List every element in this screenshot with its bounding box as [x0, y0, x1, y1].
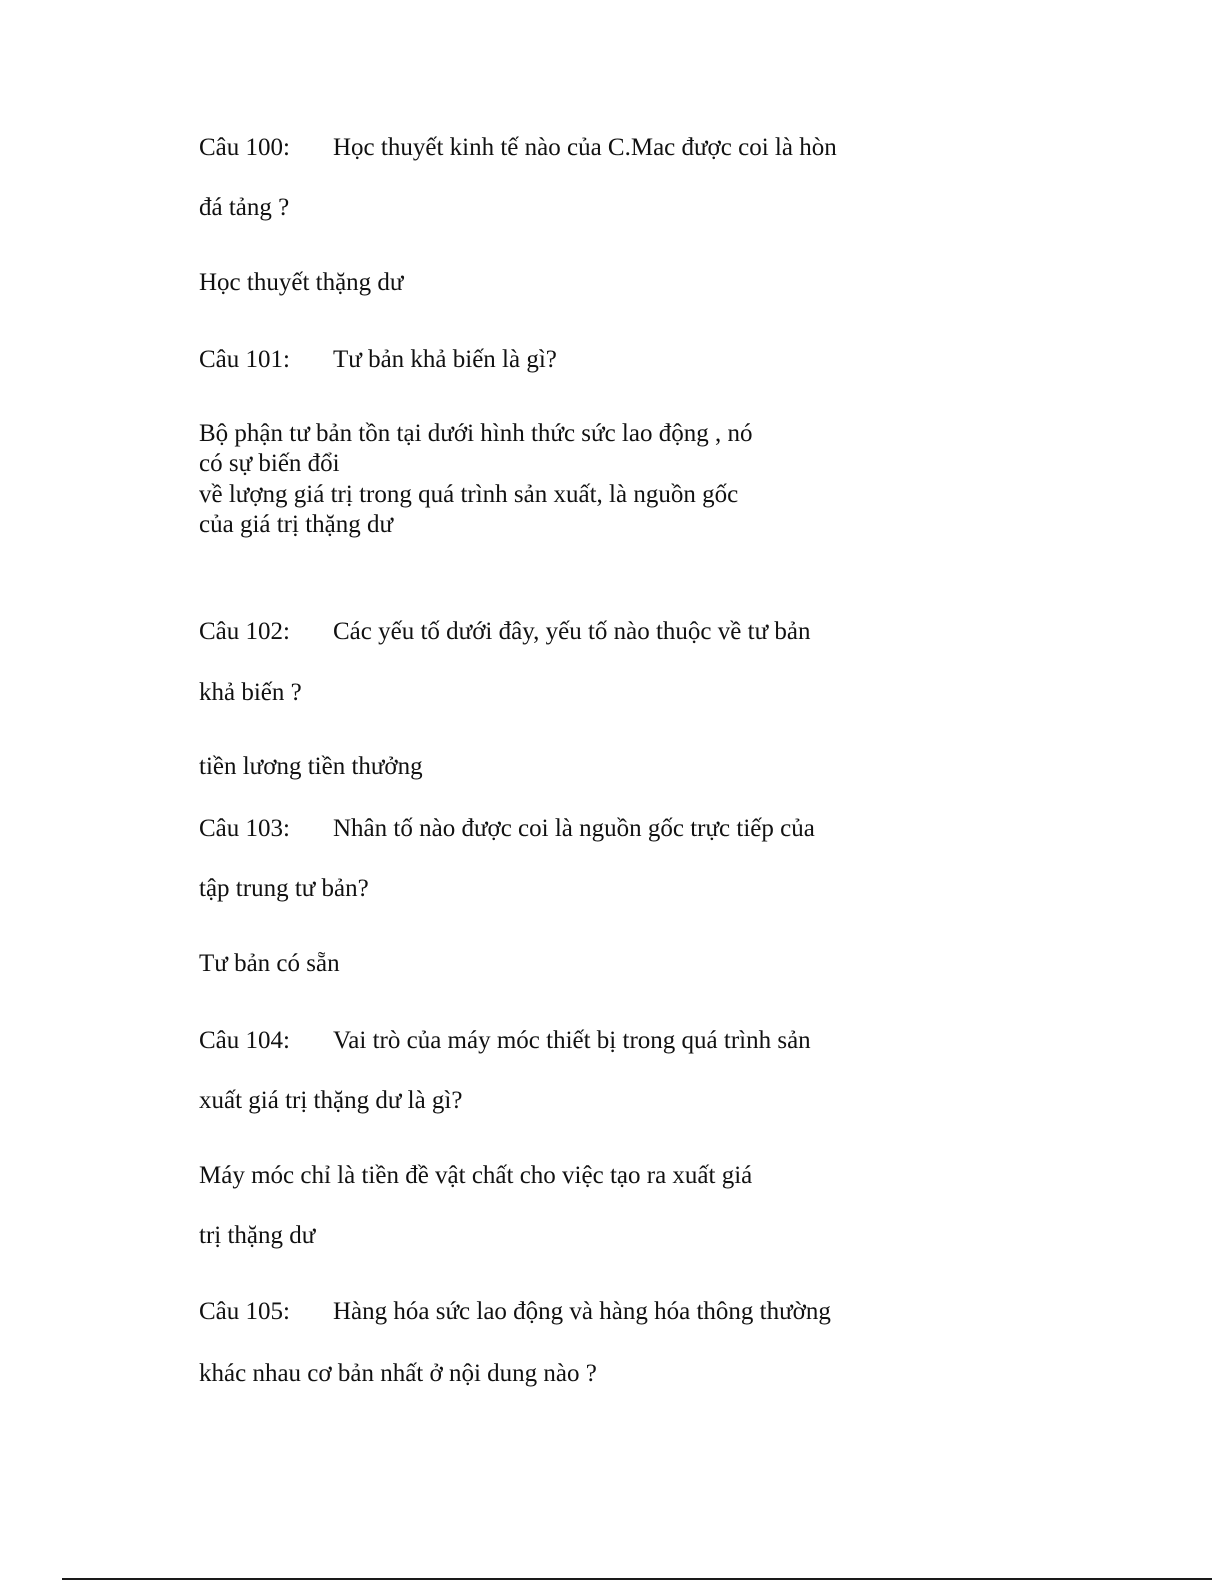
question-100-text: Học thuyết kinh tế nào của C.Mac được coi là hòn	[333, 134, 837, 161]
question-105-line1	[199, 1297, 831, 1327]
question-100-number: Câu 100:	[199, 134, 290, 161]
answer-104-line1: Máy móc chỉ là tiền đề vật chất cho việc tạo ra xuất giá	[199, 1162, 753, 1189]
page-bottom-rule	[62, 1578, 1212, 1580]
question-102-text: Các yếu tố dưới đây, yếu tố nào thuộc về tư bản	[333, 618, 811, 645]
question-103-number: Câu 103:	[199, 815, 290, 842]
question-100-line1	[199, 133, 837, 163]
question-102-number: Câu 102:	[199, 618, 290, 645]
question-103-line2: tập trung tư bản?	[199, 875, 369, 902]
question-104-line1	[199, 1026, 811, 1056]
question-105-text: Hàng hóa sức lao động và hàng hóa thông thường	[333, 1298, 831, 1325]
answer-101-line3: về lượng giá trị trong quá trình sản xuất, là nguồn gốc	[199, 481, 739, 508]
answer-101-line2: có sự biến đổi	[199, 450, 340, 477]
question-103-text: Nhân tố nào được coi là nguồn gốc trực tiếp của	[333, 815, 815, 842]
question-100-line2: đá tảng ?	[199, 194, 290, 221]
question-104-line2: xuất giá trị thặng dư là gì?	[199, 1087, 463, 1114]
question-102-line1	[199, 617, 810, 647]
answer-101-line4: của giá trị thặng dư	[199, 511, 394, 538]
question-104-text: Vai trò của máy móc thiết bị trong quá trình sản	[333, 1027, 811, 1054]
question-101-text: Tư bản khả biến là gì?	[333, 346, 557, 373]
answer-101-line1: Bộ phận tư bản tồn tại dưới hình thức sức lao động , nó	[199, 420, 753, 447]
question-101-number: Câu 101:	[199, 346, 290, 373]
answer-103: Tư bản có sẵn	[199, 950, 340, 977]
question-105-number: Câu 105:	[199, 1298, 290, 1325]
answer-104-line2: trị thặng dư	[199, 1222, 316, 1249]
question-101-line1	[199, 345, 557, 375]
question-102-line2: khả biến ?	[199, 679, 302, 706]
answer-102: tiền lương tiền thưởng	[199, 753, 423, 780]
question-103-line1	[199, 814, 815, 844]
question-104-number: Câu 104:	[199, 1027, 290, 1054]
question-105-line2: khác nhau cơ bản nhất ở nội dung nào ?	[199, 1360, 597, 1387]
answer-100: Học thuyết thặng dư	[199, 269, 404, 296]
